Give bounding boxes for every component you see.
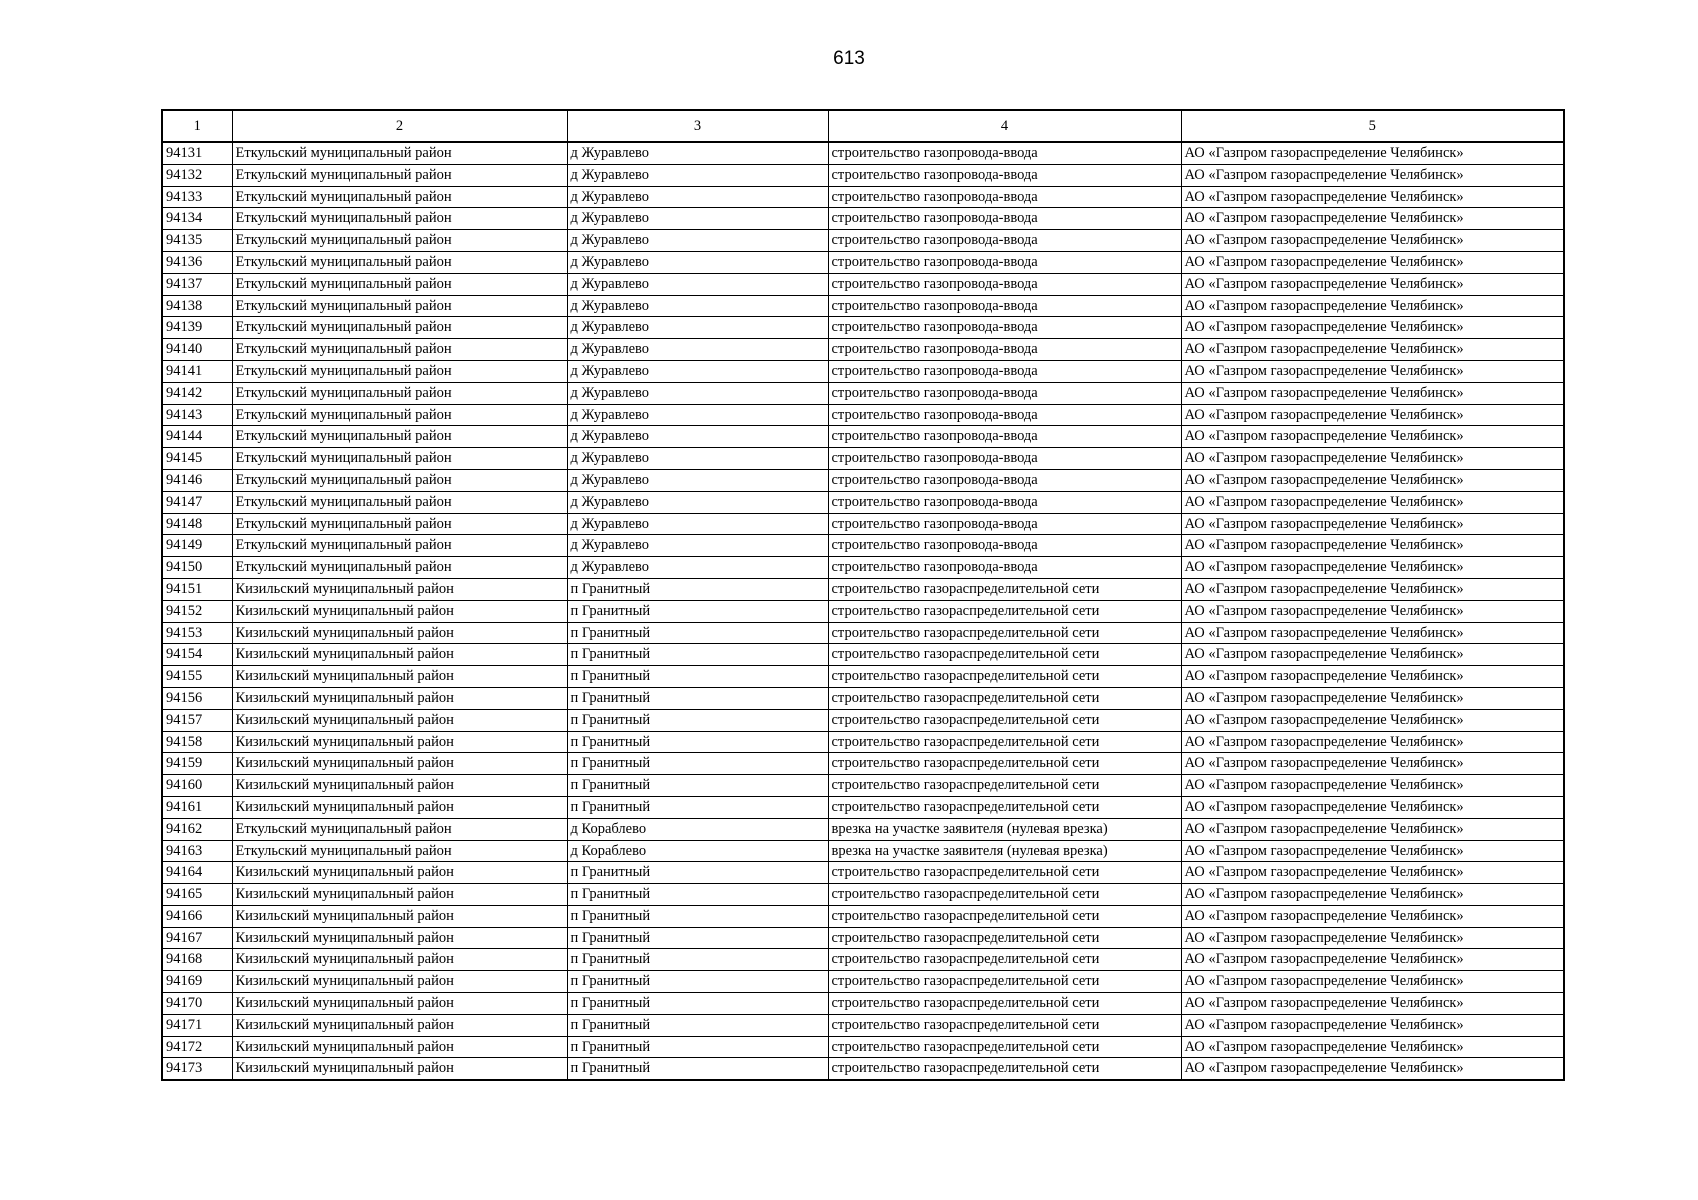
row-number-cell: 94155 <box>162 666 232 688</box>
work-type-cell: строительство газораспределительной сети <box>828 578 1181 600</box>
row-number-cell: 94171 <box>162 1014 232 1036</box>
organization-cell: АО «Газпром газораспределение Челябинск» <box>1181 426 1564 448</box>
organization-cell: АО «Газпром газораспределение Челябинск» <box>1181 622 1564 644</box>
table-row <box>162 775 1564 797</box>
column-header-4: 4 <box>828 110 1181 142</box>
column-header-1: 1 <box>162 110 232 142</box>
row-number-cell: 94144 <box>162 426 232 448</box>
work-type-cell: строительство газораспределительной сети <box>828 775 1181 797</box>
row-number-cell: 94141 <box>162 360 232 382</box>
table-row <box>162 1014 1564 1036</box>
table-row <box>162 491 1564 513</box>
work-type-cell: врезка на участке заявителя (нулевая врезка) <box>828 840 1181 862</box>
district-cell: Кизильский муниципальный район <box>232 578 567 600</box>
table-row <box>162 753 1564 775</box>
settlement-cell: п Гранитный <box>567 753 828 775</box>
row-number-cell: 94170 <box>162 993 232 1015</box>
row-number-cell: 94160 <box>162 775 232 797</box>
row-number-cell: 94151 <box>162 578 232 600</box>
district-cell: Кизильский муниципальный район <box>232 884 567 906</box>
work-type-cell: строительство газораспределительной сети <box>828 1036 1181 1058</box>
row-number-cell: 94145 <box>162 448 232 470</box>
row-number-cell: 94138 <box>162 295 232 317</box>
table-row <box>162 666 1564 688</box>
row-number-cell: 94159 <box>162 753 232 775</box>
district-cell: Кизильский муниципальный район <box>232 753 567 775</box>
work-type-cell: строительство газопровода-ввода <box>828 469 1181 491</box>
district-cell: Еткульский муниципальный район <box>232 295 567 317</box>
settlement-cell: п Гранитный <box>567 600 828 622</box>
row-number-cell: 94131 <box>162 142 232 164</box>
table-row <box>162 971 1564 993</box>
district-cell: Еткульский муниципальный район <box>232 469 567 491</box>
work-type-cell: строительство газопровода-ввода <box>828 142 1181 164</box>
settlement-cell: п Гранитный <box>567 1036 828 1058</box>
organization-cell: АО «Газпром газораспределение Челябинск» <box>1181 971 1564 993</box>
settlement-cell: п Гранитный <box>567 666 828 688</box>
row-number-cell: 94143 <box>162 404 232 426</box>
table-row <box>162 339 1564 361</box>
organization-cell: АО «Газпром газораспределение Челябинск» <box>1181 709 1564 731</box>
row-number-cell: 94136 <box>162 251 232 273</box>
table-row <box>162 142 1564 164</box>
organization-cell: АО «Газпром газораспределение Челябинск» <box>1181 993 1564 1015</box>
work-type-cell: строительство газораспределительной сети <box>828 993 1181 1015</box>
work-type-cell: строительство газопровода-ввода <box>828 360 1181 382</box>
settlement-cell: д Журавлево <box>567 164 828 186</box>
row-number-cell: 94172 <box>162 1036 232 1058</box>
settlement-cell: д Журавлево <box>567 491 828 513</box>
organization-cell: АО «Газпром газораспределение Челябинск» <box>1181 513 1564 535</box>
table-row <box>162 535 1564 557</box>
settlement-cell: д Журавлево <box>567 426 828 448</box>
organization-cell: АО «Газпром газораспределение Челябинск» <box>1181 535 1564 557</box>
column-header-2: 2 <box>232 110 567 142</box>
row-number-cell: 94149 <box>162 535 232 557</box>
district-cell: Кизильский муниципальный район <box>232 993 567 1015</box>
district-cell: Кизильский муниципальный район <box>232 862 567 884</box>
district-cell: Еткульский муниципальный район <box>232 186 567 208</box>
table-row <box>162 622 1564 644</box>
organization-cell: АО «Газпром газораспределение Челябинск» <box>1181 862 1564 884</box>
district-cell: Еткульский муниципальный район <box>232 317 567 339</box>
table-row <box>162 709 1564 731</box>
row-number-cell: 94154 <box>162 644 232 666</box>
row-number-cell: 94165 <box>162 884 232 906</box>
settlement-cell: п Гранитный <box>567 905 828 927</box>
work-type-cell: строительство газопровода-ввода <box>828 557 1181 579</box>
district-cell: Кизильский муниципальный район <box>232 687 567 709</box>
work-type-cell: строительство газораспределительной сети <box>828 644 1181 666</box>
table-row <box>162 448 1564 470</box>
row-number-cell: 94167 <box>162 927 232 949</box>
row-number-cell: 94163 <box>162 840 232 862</box>
work-type-cell: строительство газопровода-ввода <box>828 491 1181 513</box>
district-cell: Еткульский муниципальный район <box>232 360 567 382</box>
row-number-cell: 94152 <box>162 600 232 622</box>
organization-cell: АО «Газпром газораспределение Челябинск» <box>1181 600 1564 622</box>
work-type-cell: строительство газораспределительной сети <box>828 927 1181 949</box>
organization-cell: АО «Газпром газораспределение Челябинск» <box>1181 230 1564 252</box>
work-type-cell: строительство газораспределительной сети <box>828 622 1181 644</box>
organization-cell: АО «Газпром газораспределение Челябинск» <box>1181 666 1564 688</box>
settlement-cell: п Гранитный <box>567 884 828 906</box>
column-header-3: 3 <box>567 110 828 142</box>
district-cell: Еткульский муниципальный район <box>232 513 567 535</box>
organization-cell: АО «Газпром газораспределение Челябинск» <box>1181 186 1564 208</box>
table-row <box>162 273 1564 295</box>
work-type-cell: строительство газопровода-ввода <box>828 317 1181 339</box>
district-cell: Кизильский муниципальный район <box>232 1058 567 1080</box>
row-number-cell: 94169 <box>162 971 232 993</box>
organization-cell: АО «Газпром газораспределение Челябинск» <box>1181 1058 1564 1080</box>
row-number-cell: 94156 <box>162 687 232 709</box>
organization-cell: АО «Газпром газораспределение Челябинск» <box>1181 251 1564 273</box>
settlement-cell: д Журавлево <box>567 230 828 252</box>
organization-cell: АО «Газпром газораспределение Челябинск» <box>1181 448 1564 470</box>
district-cell: Кизильский муниципальный район <box>232 949 567 971</box>
settlement-cell: п Гранитный <box>567 578 828 600</box>
organization-cell: АО «Газпром газораспределение Челябинск» <box>1181 884 1564 906</box>
row-number-cell: 94135 <box>162 230 232 252</box>
work-type-cell: строительство газораспределительной сети <box>828 949 1181 971</box>
work-type-cell: строительство газопровода-ввода <box>828 295 1181 317</box>
organization-cell: АО «Газпром газораспределение Челябинск» <box>1181 775 1564 797</box>
district-cell: Еткульский муниципальный район <box>232 491 567 513</box>
organization-cell: АО «Газпром газораспределение Челябинск» <box>1181 208 1564 230</box>
district-cell: Еткульский муниципальный район <box>232 448 567 470</box>
settlement-cell: д Журавлево <box>567 469 828 491</box>
table-row <box>162 557 1564 579</box>
district-cell: Еткульский муниципальный район <box>232 382 567 404</box>
settlement-cell: п Гранитный <box>567 775 828 797</box>
district-cell: Кизильский муниципальный район <box>232 644 567 666</box>
work-type-cell: врезка на участке заявителя (нулевая врезка) <box>828 818 1181 840</box>
settlement-cell: д Журавлево <box>567 404 828 426</box>
district-cell: Кизильский муниципальный район <box>232 1036 567 1058</box>
row-number-cell: 94147 <box>162 491 232 513</box>
organization-cell: АО «Газпром газораспределение Челябинск» <box>1181 578 1564 600</box>
table-row <box>162 840 1564 862</box>
work-type-cell: строительство газораспределительной сети <box>828 1014 1181 1036</box>
organization-cell: АО «Газпром газораспределение Челябинск» <box>1181 905 1564 927</box>
settlement-cell: д Журавлево <box>567 142 828 164</box>
organization-cell: АО «Газпром газораспределение Челябинск» <box>1181 295 1564 317</box>
district-cell: Кизильский муниципальный район <box>232 905 567 927</box>
settlement-cell: п Гранитный <box>567 644 828 666</box>
row-number-cell: 94133 <box>162 186 232 208</box>
row-number-cell: 94132 <box>162 164 232 186</box>
work-type-cell: строительство газораспределительной сети <box>828 666 1181 688</box>
column-header-5: 5 <box>1181 110 1564 142</box>
work-type-cell: строительство газопровода-ввода <box>828 382 1181 404</box>
settlement-cell: п Гранитный <box>567 993 828 1015</box>
settlement-cell: д Журавлево <box>567 513 828 535</box>
district-cell: Еткульский муниципальный район <box>232 208 567 230</box>
district-cell: Кизильский муниципальный район <box>232 622 567 644</box>
district-cell: Кизильский муниципальный район <box>232 731 567 753</box>
district-cell: Еткульский муниципальный район <box>232 535 567 557</box>
table-row <box>162 927 1564 949</box>
settlement-cell: п Гранитный <box>567 927 828 949</box>
settlement-cell: п Гранитный <box>567 687 828 709</box>
organization-cell: АО «Газпром газораспределение Челябинск» <box>1181 273 1564 295</box>
organization-cell: АО «Газпром газораспределение Челябинск» <box>1181 927 1564 949</box>
header-row <box>162 110 1564 142</box>
row-number-cell: 94161 <box>162 796 232 818</box>
district-cell: Кизильский муниципальный район <box>232 600 567 622</box>
table-row <box>162 186 1564 208</box>
district-cell: Еткульский муниципальный район <box>232 251 567 273</box>
table-row <box>162 731 1564 753</box>
table-row <box>162 426 1564 448</box>
row-number-cell: 94134 <box>162 208 232 230</box>
district-cell: Кизильский муниципальный район <box>232 709 567 731</box>
organization-cell: АО «Газпром газораспределение Челябинск» <box>1181 557 1564 579</box>
table-row <box>162 251 1564 273</box>
row-number-cell: 94162 <box>162 818 232 840</box>
table-row <box>162 360 1564 382</box>
work-type-cell: строительство газораспределительной сети <box>828 905 1181 927</box>
work-type-cell: строительство газораспределительной сети <box>828 687 1181 709</box>
table-row <box>162 796 1564 818</box>
district-cell: Еткульский муниципальный район <box>232 557 567 579</box>
settlement-cell: п Гранитный <box>567 862 828 884</box>
row-number-cell: 94173 <box>162 1058 232 1080</box>
row-number-cell: 94139 <box>162 317 232 339</box>
table-row <box>162 317 1564 339</box>
table-row <box>162 208 1564 230</box>
organization-cell: АО «Газпром газораспределение Челябинск» <box>1181 949 1564 971</box>
table-row <box>162 295 1564 317</box>
work-type-cell: строительство газораспределительной сети <box>828 753 1181 775</box>
table-row <box>162 993 1564 1015</box>
table-row <box>162 164 1564 186</box>
work-type-cell: строительство газопровода-ввода <box>828 426 1181 448</box>
row-number-cell: 94164 <box>162 862 232 884</box>
table-row <box>162 862 1564 884</box>
row-number-cell: 94137 <box>162 273 232 295</box>
organization-cell: АО «Газпром газораспределение Челябинск» <box>1181 382 1564 404</box>
table-row <box>162 382 1564 404</box>
district-cell: Кизильский муниципальный район <box>232 1014 567 1036</box>
table-row <box>162 578 1564 600</box>
table-row <box>162 949 1564 971</box>
work-type-cell: строительство газопровода-ввода <box>828 251 1181 273</box>
table-row <box>162 230 1564 252</box>
organization-cell: АО «Газпром газораспределение Челябинск» <box>1181 1014 1564 1036</box>
work-type-cell: строительство газопровода-ввода <box>828 208 1181 230</box>
settlement-cell: п Гранитный <box>567 971 828 993</box>
table-row <box>162 513 1564 535</box>
row-number-cell: 94140 <box>162 339 232 361</box>
settlement-cell: п Гранитный <box>567 709 828 731</box>
organization-cell: АО «Газпром газораспределение Челябинск» <box>1181 360 1564 382</box>
organization-cell: АО «Газпром газораспределение Челябинск» <box>1181 753 1564 775</box>
settlement-cell: п Гранитный <box>567 1058 828 1080</box>
settlement-cell: д Журавлево <box>567 339 828 361</box>
settlement-cell: д Журавлево <box>567 382 828 404</box>
district-cell: Кизильский муниципальный район <box>232 666 567 688</box>
table-header <box>162 110 1564 142</box>
table-row <box>162 1036 1564 1058</box>
work-type-cell: строительство газораспределительной сети <box>828 600 1181 622</box>
settlement-cell: п Гранитный <box>567 949 828 971</box>
settlement-cell: п Гранитный <box>567 796 828 818</box>
organization-cell: АО «Газпром газораспределение Челябинск» <box>1181 687 1564 709</box>
work-type-cell: строительство газораспределительной сети <box>828 796 1181 818</box>
table-body <box>162 142 1564 1080</box>
table-row <box>162 687 1564 709</box>
row-number-cell: 94166 <box>162 905 232 927</box>
work-type-cell: строительство газопровода-ввода <box>828 535 1181 557</box>
settlement-cell: д Кораблево <box>567 818 828 840</box>
work-type-cell: строительство газораспределительной сети <box>828 884 1181 906</box>
organization-cell: АО «Газпром газораспределение Челябинск» <box>1181 317 1564 339</box>
work-type-cell: строительство газопровода-ввода <box>828 339 1181 361</box>
settlement-cell: д Журавлево <box>567 317 828 339</box>
work-type-cell: строительство газораспределительной сети <box>828 971 1181 993</box>
row-number-cell: 94150 <box>162 557 232 579</box>
settlement-cell: д Журавлево <box>567 186 828 208</box>
work-type-cell: строительство газопровода-ввода <box>828 186 1181 208</box>
work-type-cell: строительство газопровода-ввода <box>828 230 1181 252</box>
organization-cell: АО «Газпром газораспределение Челябинск» <box>1181 164 1564 186</box>
district-cell: Еткульский муниципальный район <box>232 339 567 361</box>
row-number-cell: 94153 <box>162 622 232 644</box>
organization-cell: АО «Газпром газораспределение Челябинск» <box>1181 404 1564 426</box>
district-cell: Еткульский муниципальный район <box>232 840 567 862</box>
work-type-cell: строительство газопровода-ввода <box>828 404 1181 426</box>
district-cell: Еткульский муниципальный район <box>232 404 567 426</box>
table-row <box>162 469 1564 491</box>
settlement-cell: д Журавлево <box>567 208 828 230</box>
settlement-cell: д Журавлево <box>567 360 828 382</box>
organization-cell: АО «Газпром газораспределение Челябинск» <box>1181 731 1564 753</box>
district-cell: Еткульский муниципальный район <box>232 142 567 164</box>
row-number-cell: 94168 <box>162 949 232 971</box>
work-type-cell: строительство газопровода-ввода <box>828 448 1181 470</box>
row-number-cell: 94148 <box>162 513 232 535</box>
settlement-cell: д Журавлево <box>567 448 828 470</box>
table-row <box>162 600 1564 622</box>
district-cell: Еткульский муниципальный район <box>232 818 567 840</box>
work-type-cell: строительство газопровода-ввода <box>828 513 1181 535</box>
settlement-cell: д Журавлево <box>567 557 828 579</box>
district-cell: Кизильский муниципальный район <box>232 796 567 818</box>
table-row <box>162 818 1564 840</box>
table-row <box>162 644 1564 666</box>
organization-cell: АО «Газпром газораспределение Челябинск» <box>1181 796 1564 818</box>
district-cell: Еткульский муниципальный район <box>232 230 567 252</box>
work-type-cell: строительство газораспределительной сети <box>828 862 1181 884</box>
district-cell: Еткульский муниципальный район <box>232 273 567 295</box>
settlement-cell: п Гранитный <box>567 622 828 644</box>
organization-cell: АО «Газпром газораспределение Челябинск» <box>1181 339 1564 361</box>
district-cell: Кизильский муниципальный район <box>232 927 567 949</box>
district-cell: Еткульский муниципальный район <box>232 426 567 448</box>
data-table <box>161 109 1565 1081</box>
settlement-cell: п Гранитный <box>567 731 828 753</box>
organization-cell: АО «Газпром газораспределение Челябинск» <box>1181 818 1564 840</box>
row-number-cell: 94157 <box>162 709 232 731</box>
settlement-cell: д Кораблево <box>567 840 828 862</box>
settlement-cell: д Журавлево <box>567 251 828 273</box>
work-type-cell: строительство газораспределительной сети <box>828 709 1181 731</box>
organization-cell: АО «Газпром газораспределение Челябинск» <box>1181 491 1564 513</box>
work-type-cell: строительство газопровода-ввода <box>828 273 1181 295</box>
settlement-cell: д Журавлево <box>567 273 828 295</box>
table-row <box>162 404 1564 426</box>
settlement-cell: п Гранитный <box>567 1014 828 1036</box>
organization-cell: АО «Газпром газораспределение Челябинск» <box>1181 840 1564 862</box>
work-type-cell: строительство газораспределительной сети <box>828 731 1181 753</box>
organization-cell: АО «Газпром газораспределение Челябинск» <box>1181 644 1564 666</box>
row-number-cell: 94146 <box>162 469 232 491</box>
row-number-cell: 94142 <box>162 382 232 404</box>
district-cell: Кизильский муниципальный район <box>232 775 567 797</box>
table-row <box>162 884 1564 906</box>
settlement-cell: д Журавлево <box>567 535 828 557</box>
settlement-cell: д Журавлево <box>567 295 828 317</box>
table-row <box>162 1058 1564 1080</box>
district-cell: Еткульский муниципальный район <box>232 164 567 186</box>
organization-cell: АО «Газпром газораспределение Челябинск» <box>1181 1036 1564 1058</box>
organization-cell: АО «Газпром газораспределение Челябинск» <box>1181 469 1564 491</box>
organization-cell: АО «Газпром газораспределение Челябинск» <box>1181 142 1564 164</box>
work-type-cell: строительство газораспределительной сети <box>828 1058 1181 1080</box>
page-number: 613 <box>833 48 865 69</box>
row-number-cell: 94158 <box>162 731 232 753</box>
district-cell: Кизильский муниципальный район <box>232 971 567 993</box>
table-row <box>162 905 1564 927</box>
work-type-cell: строительство газопровода-ввода <box>828 164 1181 186</box>
